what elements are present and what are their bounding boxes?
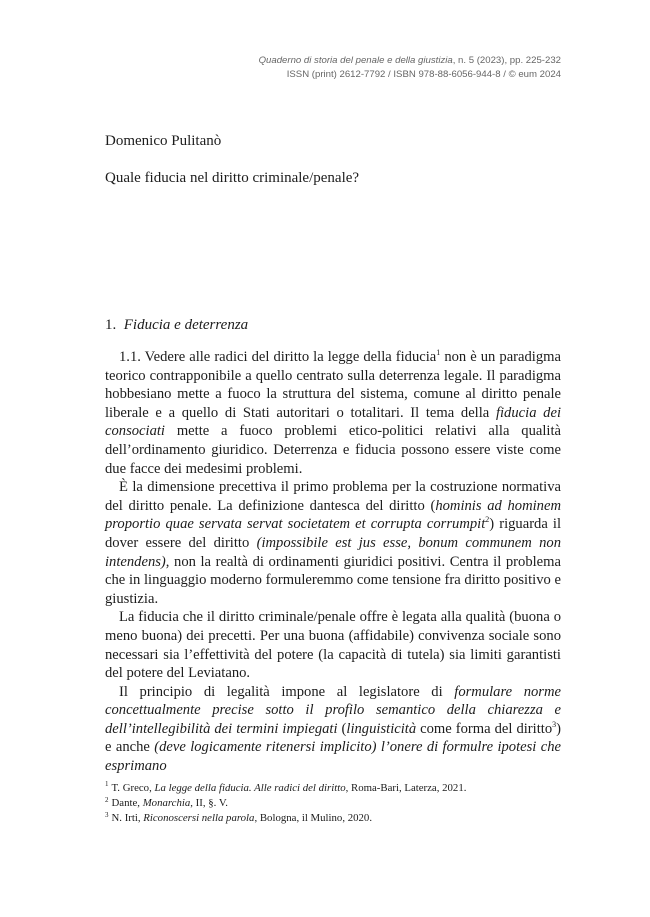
footnote-ref: 2 — [485, 515, 490, 525]
paragraph-1 — [105, 348, 561, 478]
footnote-1 — [105, 781, 561, 796]
italic-run: fiducia dei consociati — [105, 404, 561, 440]
section-heading — [105, 317, 248, 334]
footnote-text: , Bologna, il Mulino, 2020. — [254, 812, 373, 825]
issn-line: ISSN (print) 2612-7792 / ISBN 978-88-6056-944-8 / © eum 2024 — [286, 68, 561, 80]
text-run: La fiducia che il diritto criminale/penale offre è legata alla qualità (buona o meno buona) dei precetti. Per una buona (affidabile) convivenza sociale sono necessari sia l’effettività del potere (la capacità di tutela) sia limiti garantisti del potere del Leviatano. — [105, 609, 561, 682]
journal-name: Quaderno di storia del penale e della giustizia — [258, 55, 453, 66]
section-title: Fiducia e deterrenza — [123, 317, 249, 333]
text-run: ) e anche — [105, 720, 562, 756]
footnote-text: T. Greco, — [111, 782, 155, 794]
footnote-ref: 3 — [552, 720, 557, 730]
footnote-italic: Monarchia — [142, 797, 191, 810]
section-number: 1. — [105, 317, 117, 333]
italic-run: (impossibile est jus esse, bonum communem non intendens) — [105, 534, 561, 570]
journal-issue: , n. 5 (2023), pp. 225-232 — [452, 55, 561, 66]
footnote-text: , II, §. V. — [190, 797, 228, 810]
footnote-text: Dante, — [111, 797, 143, 810]
text-run: È la dimensione precettiva il primo problema per la costruzione normativa del diritto penale. La definizione dantesca del diritto ( — [105, 479, 561, 514]
footnotes — [105, 781, 561, 827]
text-run: non è un paradigma teorico contrapponibile a quello centrato sulla deterrenza legale. Il paradigma hobbesiano mette a fuoco la struttura del sistema, comune al diritto penale liberale e a quello di Stati autoritari o totalitari. Il tema della — [105, 349, 561, 421]
paragraph-4 — [105, 683, 561, 776]
footnote-italic: Riconoscersi nella parola — [143, 812, 255, 825]
running-header — [259, 54, 561, 81]
italic-run: (deve logicamente ritenersi implicito) l’onere di formulre ipotesi che esprimano — [105, 739, 561, 775]
footnote-text: , Roma-Bari, Laterza, 2021. — [345, 782, 467, 794]
paragraph-3 — [105, 608, 561, 682]
footnote-number: 3 — [105, 810, 109, 819]
footnote-number: 2 — [105, 795, 109, 804]
journal-citation — [259, 54, 561, 68]
footnote-2 — [105, 796, 561, 811]
text-run: ( — [337, 720, 347, 737]
italic-run: hominis ad hominem proportio quae servata servat societatem et corrupta corrumpit — [105, 497, 561, 533]
footnote-number: 1 — [105, 780, 109, 789]
text-run: Il principio di legalità impone al legislatore di — [119, 683, 455, 700]
italic-run: linguisticità — [346, 720, 417, 737]
body-text — [105, 348, 561, 776]
text-run: 1.1. Vedere alle radici del diritto la legge della fiducia — [119, 349, 437, 365]
text-run: come forma del diritto — [416, 720, 553, 737]
italic-run: formulare norme concettualmente precise sotto il profilo semantico della chiarezza e dell’intellegibilità dei termini impiegati — [105, 683, 562, 737]
footnote-italic: La legge della fiducia. Alle radici del diritto — [154, 782, 346, 794]
article-title: Quale fiducia nel diritto criminale/penale? — [105, 170, 360, 186]
text-run: ) riguarda il dover essere del diritto — [105, 516, 562, 551]
text-run: , non la realtà di ordinamenti giuridici positivi. Centra il problema che in linguaggio moderno formuleremmo come tensione fra diritto positivo e giustizia. — [105, 553, 561, 607]
footnote-3 — [105, 811, 561, 826]
footnote-ref: 1 — [436, 348, 441, 358]
text-run: mette a fuoco problemi etico-politici relativi alla qualità dell’ordinamento giuridico. Deterrenza e fiducia possono essere viste come due facce dei medesimi problemi. — [105, 423, 561, 477]
paragraph-2 — [105, 478, 561, 608]
footnote-text: N. Irti, — [111, 812, 144, 825]
author-name: Domenico Pulitanò — [105, 133, 222, 149]
